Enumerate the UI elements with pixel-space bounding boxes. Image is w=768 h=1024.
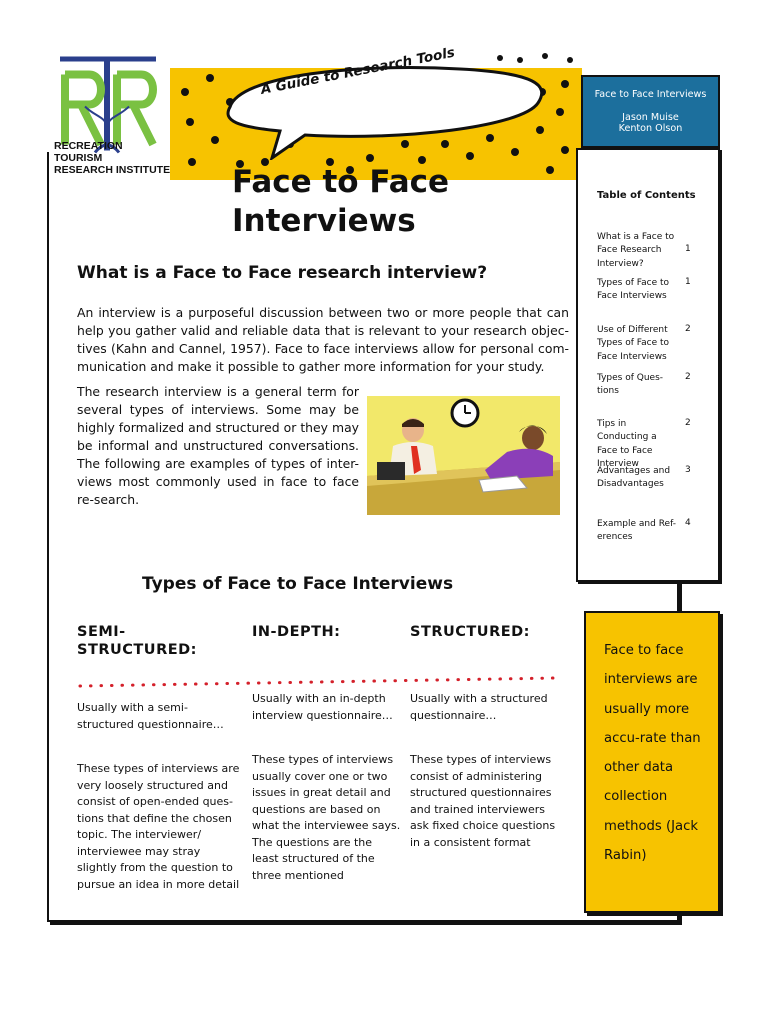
in-depth-heading: IN-DEPTH: [252, 624, 341, 640]
toc-page: 2 [685, 372, 691, 382]
toc-item-references[interactable]: Example and Ref-erences [597, 519, 677, 543]
in-depth-questionnaire: Usually with an in-depth interview questionnaire… [252, 692, 393, 722]
structured-heading: STRUCTURED: [410, 624, 530, 640]
author-2: Kenton Olson [618, 123, 683, 134]
in-depth-description: These types of interviews usually cover one or two issues in great detail and questions are based on what the interviewee says. The questions are the least structured of the three mentioned [252, 753, 401, 882]
toc-page: 1 [685, 244, 691, 254]
types-paragraph: The research interview is a general term for several types of interviews. Some may be highly formalized and structured or they may be informal and unstructured conversations. The following are examples of types of inter-views most commonly used in face to face re-search. [77, 384, 359, 507]
toc-page: 3 [685, 465, 691, 475]
quote-text: Face to face interviews are usually more accu-rate than other data collection methods (Jack Rabin) [604, 643, 701, 864]
structured-description: These types of interviews consist of administering structured questionnaires and trained interviewers ask fixed choice questions in a consistent format [410, 753, 556, 849]
semi-structured-questionnaire: Usually with a semi-structured questionnaire… [77, 701, 224, 731]
toc-page: 2 [685, 418, 691, 428]
sidebar-connector [679, 582, 682, 612]
toc-page: 1 [685, 277, 691, 287]
page-title [232, 163, 532, 241]
toc-page: 2 [685, 324, 691, 334]
author-1: Jason Muise [622, 112, 679, 123]
title-line2: Interviews [232, 203, 416, 239]
sidebar-title: Face to Face Interviews [594, 89, 707, 100]
toc-item-use-of-types[interactable]: Use of Different Types of Face to Face Interviews [597, 325, 670, 362]
toc-item-tips[interactable]: Tips in Conducting a Face to Face Interview [597, 419, 657, 469]
logo-line1: RECREATION TOURISM [54, 140, 123, 164]
intro-heading: What is a Face to Face research interview? [77, 263, 488, 283]
types-heading: Types of Face to Face Interviews [142, 574, 454, 594]
toc-item-question-types[interactable]: Types of Ques-tions [597, 373, 664, 397]
table-of-contents [576, 148, 720, 582]
toc-item-types[interactable]: Types of Face to Face Interviews [597, 278, 670, 302]
title-line1: Face to Face [232, 164, 450, 200]
intro-paragraph: An interview is a purposeful discussion between two or more people that can help you gather valid and reliable data that is relevant to your research objec-tives (Kahn and Cannel, 1957). Face to face interviews allow for personal com-munication and make it possible to gather more information for your study. [77, 305, 569, 374]
structured-questionnaire: Usually with a structured questionnaire… [410, 692, 548, 722]
toc-item-advantages[interactable]: Advantages and Disadvantages [597, 466, 671, 490]
toc-page: 4 [685, 518, 691, 528]
semi-structured-description: These types of interviews are very loosely structured and consist of open-ended ques-tions that define the chosen topic. The interviewer/ interviewee may stray slightly from the question to pursue an idea in more detail [77, 762, 240, 891]
semi-structured-heading: SEMI-STRUCTURED: [77, 624, 197, 658]
sidebar-header [581, 75, 720, 148]
logo-text [54, 140, 172, 176]
banner-subtitle: A Guide to Research Tools [259, 44, 457, 98]
dotted-divider [78, 676, 558, 690]
logo-line2: RESEARCH INSTITUTE [54, 164, 171, 176]
toc-title: Table of Contents [597, 190, 696, 201]
interview-illustration [367, 396, 560, 515]
toc-item-what-is[interactable]: What is a Face to Face Research Interview? [597, 232, 675, 269]
